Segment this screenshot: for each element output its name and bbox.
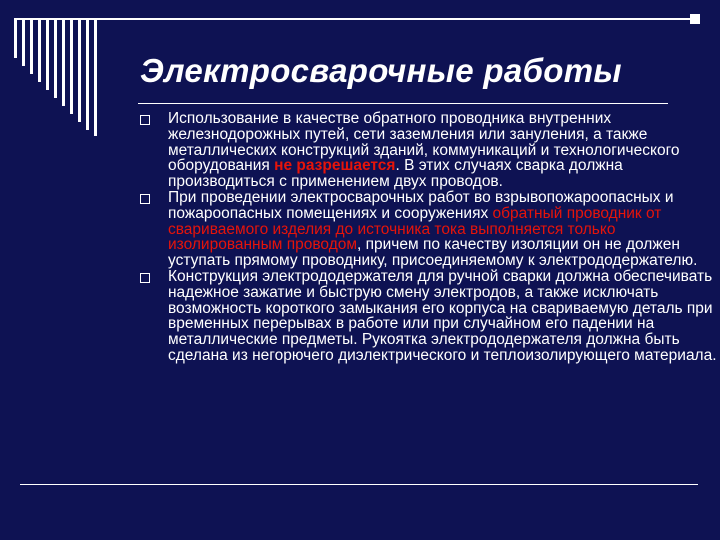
hollow-square-bullet-icon bbox=[140, 273, 150, 283]
hollow-square-bullet-icon bbox=[140, 115, 150, 125]
top-decorative-line bbox=[14, 18, 700, 20]
bullet-item bbox=[140, 190, 720, 269]
title-underline bbox=[138, 103, 668, 104]
bullet-list bbox=[140, 111, 720, 364]
bullet-text-tail: . В этих случаях сварка должна производиться с применением двух проводов. bbox=[168, 157, 623, 191]
bullet-highlight: обратный проводник от свариваемого изделия до источника тока выполняется только изолированным проводом bbox=[168, 204, 662, 254]
top-corner-square bbox=[690, 14, 700, 24]
bullet-text: Конструкция электрододержателя для ручной сварки должна обеспечивать надежное зажатие и быструю смену электродов, а также исключать возможность короткого замыкания его корпуса на свариваемую деталь при временных перерывах в работе или при случайном его падении на металлические предметы. Рукоятка электрододержателя должна быть сделана из негорючего диэлектрического и теплоизолирующего материала. bbox=[168, 267, 717, 364]
bullet-text: При проведении электросварочных работ во взрывопожароопасных и пожароопасных помещениях и сооружениях bbox=[168, 188, 674, 222]
slide-title: Электросварочные работы bbox=[140, 52, 622, 89]
bullet-highlight: не разрешается bbox=[274, 157, 396, 175]
bottom-divider bbox=[20, 484, 698, 485]
bullet-text-tail: , причем по качеству изоляции он не должен уступать прямому проводнику, присоединяемому к электрододержателю. bbox=[168, 236, 698, 270]
bullet-text: Использование в качестве обратного проводника внутренних железнодорожных путей, сети заземления или зануления, а также металлических конструкций зданий, коммуникаций и технологического оборудования bbox=[168, 110, 680, 175]
bullet-item bbox=[140, 269, 720, 364]
bullet-item bbox=[140, 111, 720, 190]
hollow-square-bullet-icon bbox=[140, 194, 150, 204]
